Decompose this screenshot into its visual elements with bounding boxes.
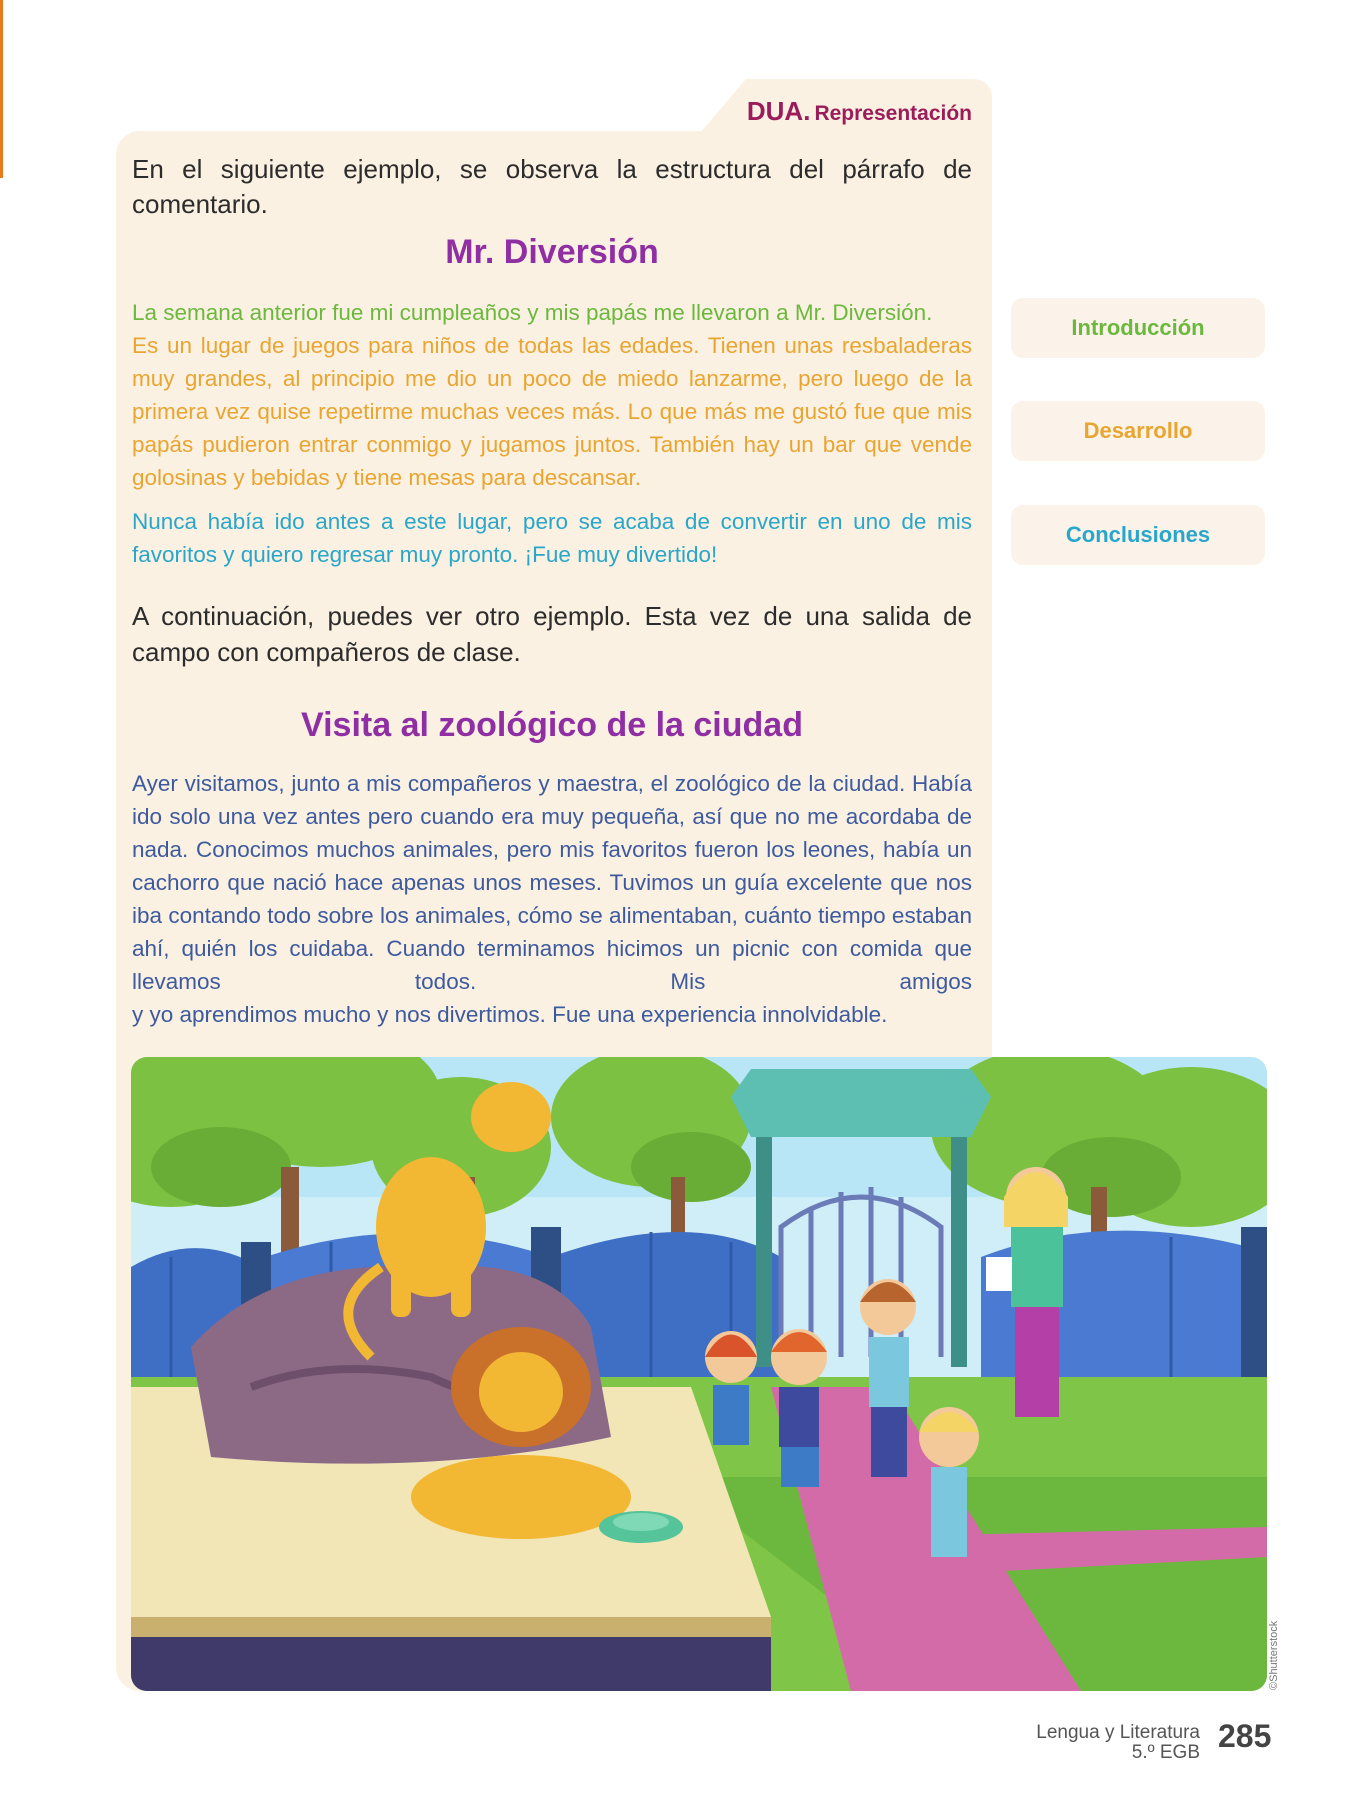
dua-label-sub: Representación bbox=[814, 102, 972, 125]
zoo-illustration bbox=[131, 1057, 1267, 1691]
transition-paragraph: A continuación, puedes ver otro ejemplo. Esta vez de una salida de campo con compañeros de clase. bbox=[132, 601, 972, 667]
example1-conclusion: Nunca había ido antes a este lugar, pero se acaba de convertir en uno de mis favoritos y quiero regresar muy pronto. ¡Fue muy divertido! bbox=[132, 509, 972, 567]
example1-development: Es un lugar de juegos para niños de todas las edades. Tienen unas resbaladeras muy grandes, al principio me dio un poco de miedo lanzarme, pero luego de la primera vez quise repetirme muchas veces más. Lo que más me gustó fue que mis papás pudieron entrar conmigo y jugamos juntos. También hay un bar que vende golosinas y bebidas y tiene mesas para descansar. bbox=[132, 333, 972, 490]
label-introduction: Introducción bbox=[1011, 298, 1265, 358]
example1-title: Mr. Diversión bbox=[445, 233, 659, 271]
intro-paragraph: En el siguiente ejemplo, se observa la estructura del párrafo de comentario. bbox=[132, 154, 972, 219]
dua-label-strong: DUA. bbox=[746, 96, 811, 126]
example2-body: Ayer visitamos, junto a mis compañeros y maestra, el zoológico de la ciudad. Había ido solo una vez antes pero cuando era muy pequeña, así que no me acordaba de nada. Conocimos muchos animales, pero mis favoritos fueron los leones, había un cachorro que nació hace apenas unos meses. Tuvimos un guía excelente que nos iba contando todo sobre los animales, cómo se alimentaban, cuánto tiempo estaban ahí, quién los cuidaba. Cuando terminamos hicimos un picnic con comida que llevamos todos. Mis amigos bbox=[132, 771, 972, 994]
footer-grade: 5.º EGB bbox=[1131, 1742, 1200, 1763]
example1-introduction: La semana anterior fue mi cumpleaños y mis papás me llevaron a Mr. Diversión. bbox=[132, 300, 933, 325]
dua-label bbox=[747, 96, 972, 127]
image-credit: ©Shutterstock bbox=[1268, 1620, 1280, 1690]
footer-subject bbox=[1036, 1723, 1200, 1763]
page-number: 285 bbox=[1218, 1718, 1272, 1754]
page-edge-marker bbox=[0, 0, 3, 178]
label-development: Desarrollo bbox=[1011, 401, 1265, 461]
label-conclusion: Conclusiones bbox=[1011, 505, 1265, 565]
footer-subject-name: Lengua y Literatura bbox=[1036, 1722, 1200, 1743]
example2-body-last-line: y yo aprendimos mucho y nos divertimos. Fue una experiencia innolvidable. bbox=[132, 1002, 888, 1027]
example2-title: Visita al zoológico de la ciudad bbox=[301, 706, 803, 744]
